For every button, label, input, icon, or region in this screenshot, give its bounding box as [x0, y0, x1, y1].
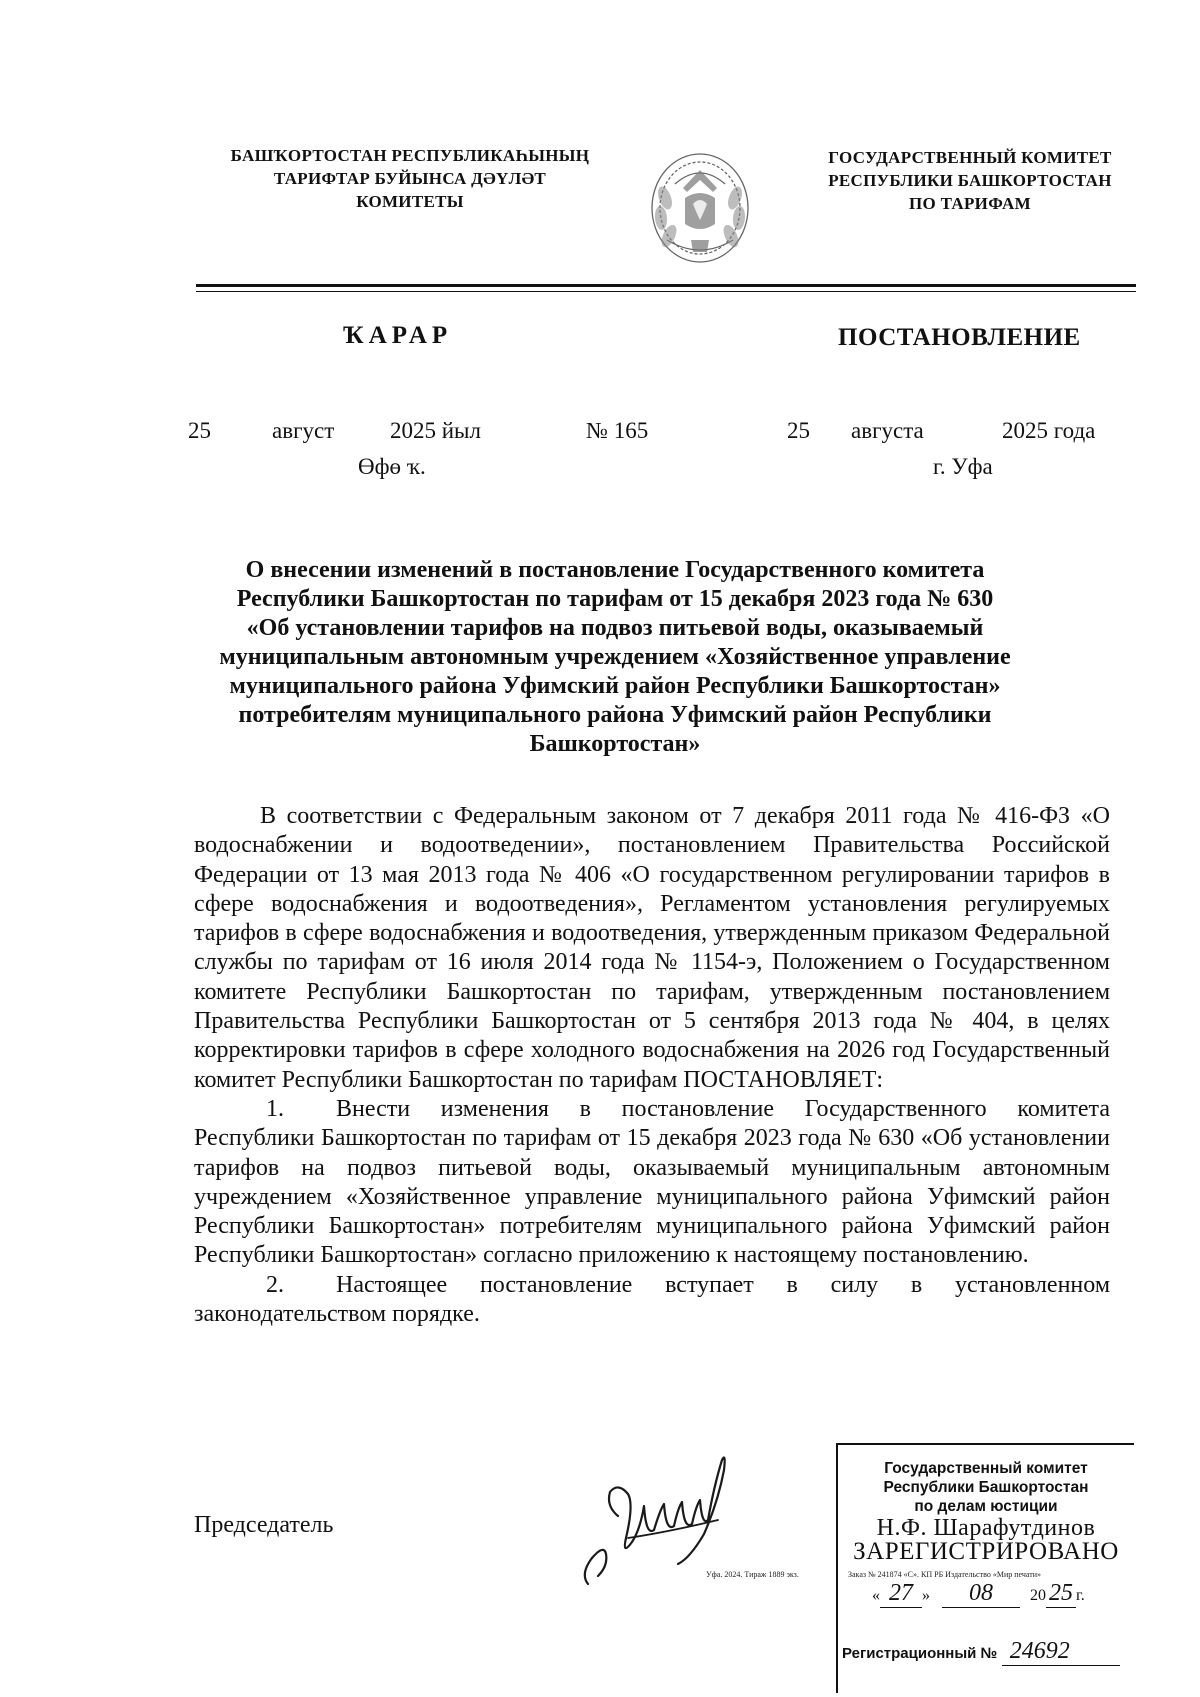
- registration-stamp: [836, 1443, 1134, 1693]
- stamp-date-suffix: г.: [1076, 1587, 1085, 1604]
- stamp-reg-label: Регистрационный №: [842, 1645, 998, 1662]
- stamp-date-year-prefix: 20: [1030, 1587, 1046, 1604]
- header-right-line: ПО ТАРИФАМ: [909, 194, 1031, 213]
- header-left: [190, 144, 630, 213]
- stamp-registered: ЗАРЕГИСТРИРОВАНО: [853, 1538, 1119, 1565]
- right-day: 25: [787, 418, 810, 443]
- stamp-line: по делам юстиции: [914, 1498, 1058, 1515]
- header-rule-thin: [196, 291, 1136, 292]
- header-rule-thick: [196, 284, 1136, 287]
- stamp-line: Государственный комитет: [884, 1460, 1088, 1477]
- stamp-date-month: 08: [942, 1580, 1020, 1608]
- right-city: г. Уфа: [933, 454, 993, 479]
- stamp-date-year: 25: [1046, 1580, 1076, 1608]
- header-right-line: ГОСУДАРСТВЕННЫЙ КОМИТЕТ: [828, 148, 1112, 167]
- coat-of-arms-emblem: [645, 148, 755, 266]
- left-day: 25: [188, 418, 211, 443]
- item-number: 1.: [266, 1095, 284, 1122]
- right-year: 2025 года: [1002, 418, 1096, 443]
- print-info-right: Заказ № 241874 «С». КП РБ Издательство «Мир печати»: [848, 1570, 1041, 1579]
- stamp-date-day: 27: [880, 1580, 922, 1608]
- item-number: 2.: [266, 1271, 284, 1298]
- stamp-registration: [838, 1638, 1134, 1666]
- title-line: Башкортостан»: [529, 731, 701, 757]
- document-number: № 165: [586, 418, 649, 443]
- header-left-line: БАШҠОРТОСТАН РЕСПУБЛИКАҺЫНЫҢ: [230, 146, 590, 165]
- signatory-role: Председатель: [194, 1512, 334, 1538]
- print-info-left: Уфа. 2024. Тираж 1889 экз.: [706, 1570, 799, 1579]
- header-left-line: КОМИТЕТЫ: [356, 192, 464, 211]
- item-text: Настоящее постановление вступает в силу в установленном законодательством порядке.: [194, 1271, 1110, 1328]
- preamble-paragraph: В соответствии с Федеральным законом от 7 декабря 2011 года № 416-ФЗ «О водоснабжении и водоотведении», постановлением Правительства Российской Федерации от 13 мая 2013 года № 406 «О государственном регулировании тарифов в сфере водоснабжения и водоотведения», Регламентом установления регулируемых тарифов в сфере водоснабжения и водоотведения, утвержденным приказом Федеральной службы по тарифам от 16 июля 2014 года № 1154-э, Положением о Государственном комитете Республики Башкортостан по тарифам, утвержденным постановлением Правительства Республики Башкортостан от 5 сентября 2013 года № 404, в целях корректировки тарифов в сфере холодного водоснабжения на 2026 год Государственный комитет Республики Башкортостан по тарифам ПОСТАНОВЛЯЕТ:: [194, 803, 1110, 1093]
- stamp-date: « 27 » 08 20 25 г.: [872, 1580, 1085, 1606]
- item-text: Внести изменения в постановление Государственного комитета Республики Башкортостан по тарифам от 15 декабря 2023 года № 630 «Об установлении тарифов на подвоз питьевой воды, оказываемый муниципальным автономным учреждением «Хозяйственное управление муниципального района Уфимский район Республики Башкортостан» потребителям муниципального района Уфимский район Республики Башкортостан» согласно приложению к настоящему постановлению.: [194, 1095, 1110, 1269]
- stamp-reg-number: 24692: [1002, 1638, 1120, 1666]
- title-line: муниципального района Уфимский район Республики Башкортостан»: [229, 673, 1001, 699]
- item-paragraph: [194, 1095, 1110, 1271]
- doc-kind-left: ҠАРАР: [343, 322, 453, 349]
- left-month: август: [272, 418, 335, 443]
- title-line: Республики Башкортостан по тарифам от 15 декабря 2023 года № 630: [236, 586, 994, 612]
- doc-kind-right: ПОСТАНОВЛЕНИЕ: [838, 324, 1081, 351]
- title-line: О внесении изменений в постановление Государственного комитета: [245, 557, 985, 583]
- header-left-line: ТАРИФТАР БУЙЫНСА ДӘҮЛӘТ: [273, 169, 547, 188]
- left-year: 2025 йыл: [390, 418, 481, 443]
- left-city: Өфө ҡ.: [358, 454, 426, 479]
- title-line: потребителям муниципального района Уфимский район Республики: [238, 702, 992, 728]
- stamp-official: Н.Ф. Шарафутдинов: [876, 1515, 1096, 1541]
- header-right-line: РЕСПУБЛИКИ БАШКОРТОСТАН: [828, 171, 1112, 190]
- title-line: «Об установлении тарифов на подвоз питьевой воды, оказываемый: [246, 615, 984, 641]
- header-right: [790, 146, 1150, 215]
- stamp-line: Республики Башкортостан: [883, 1479, 1089, 1496]
- document-title: [150, 556, 1080, 759]
- document-body: [194, 802, 1110, 1329]
- item-paragraph: [194, 1271, 1110, 1330]
- right-month: августа: [851, 418, 924, 443]
- title-line: муниципальным автономным учреждением «Хозяйственное управление: [219, 644, 1011, 670]
